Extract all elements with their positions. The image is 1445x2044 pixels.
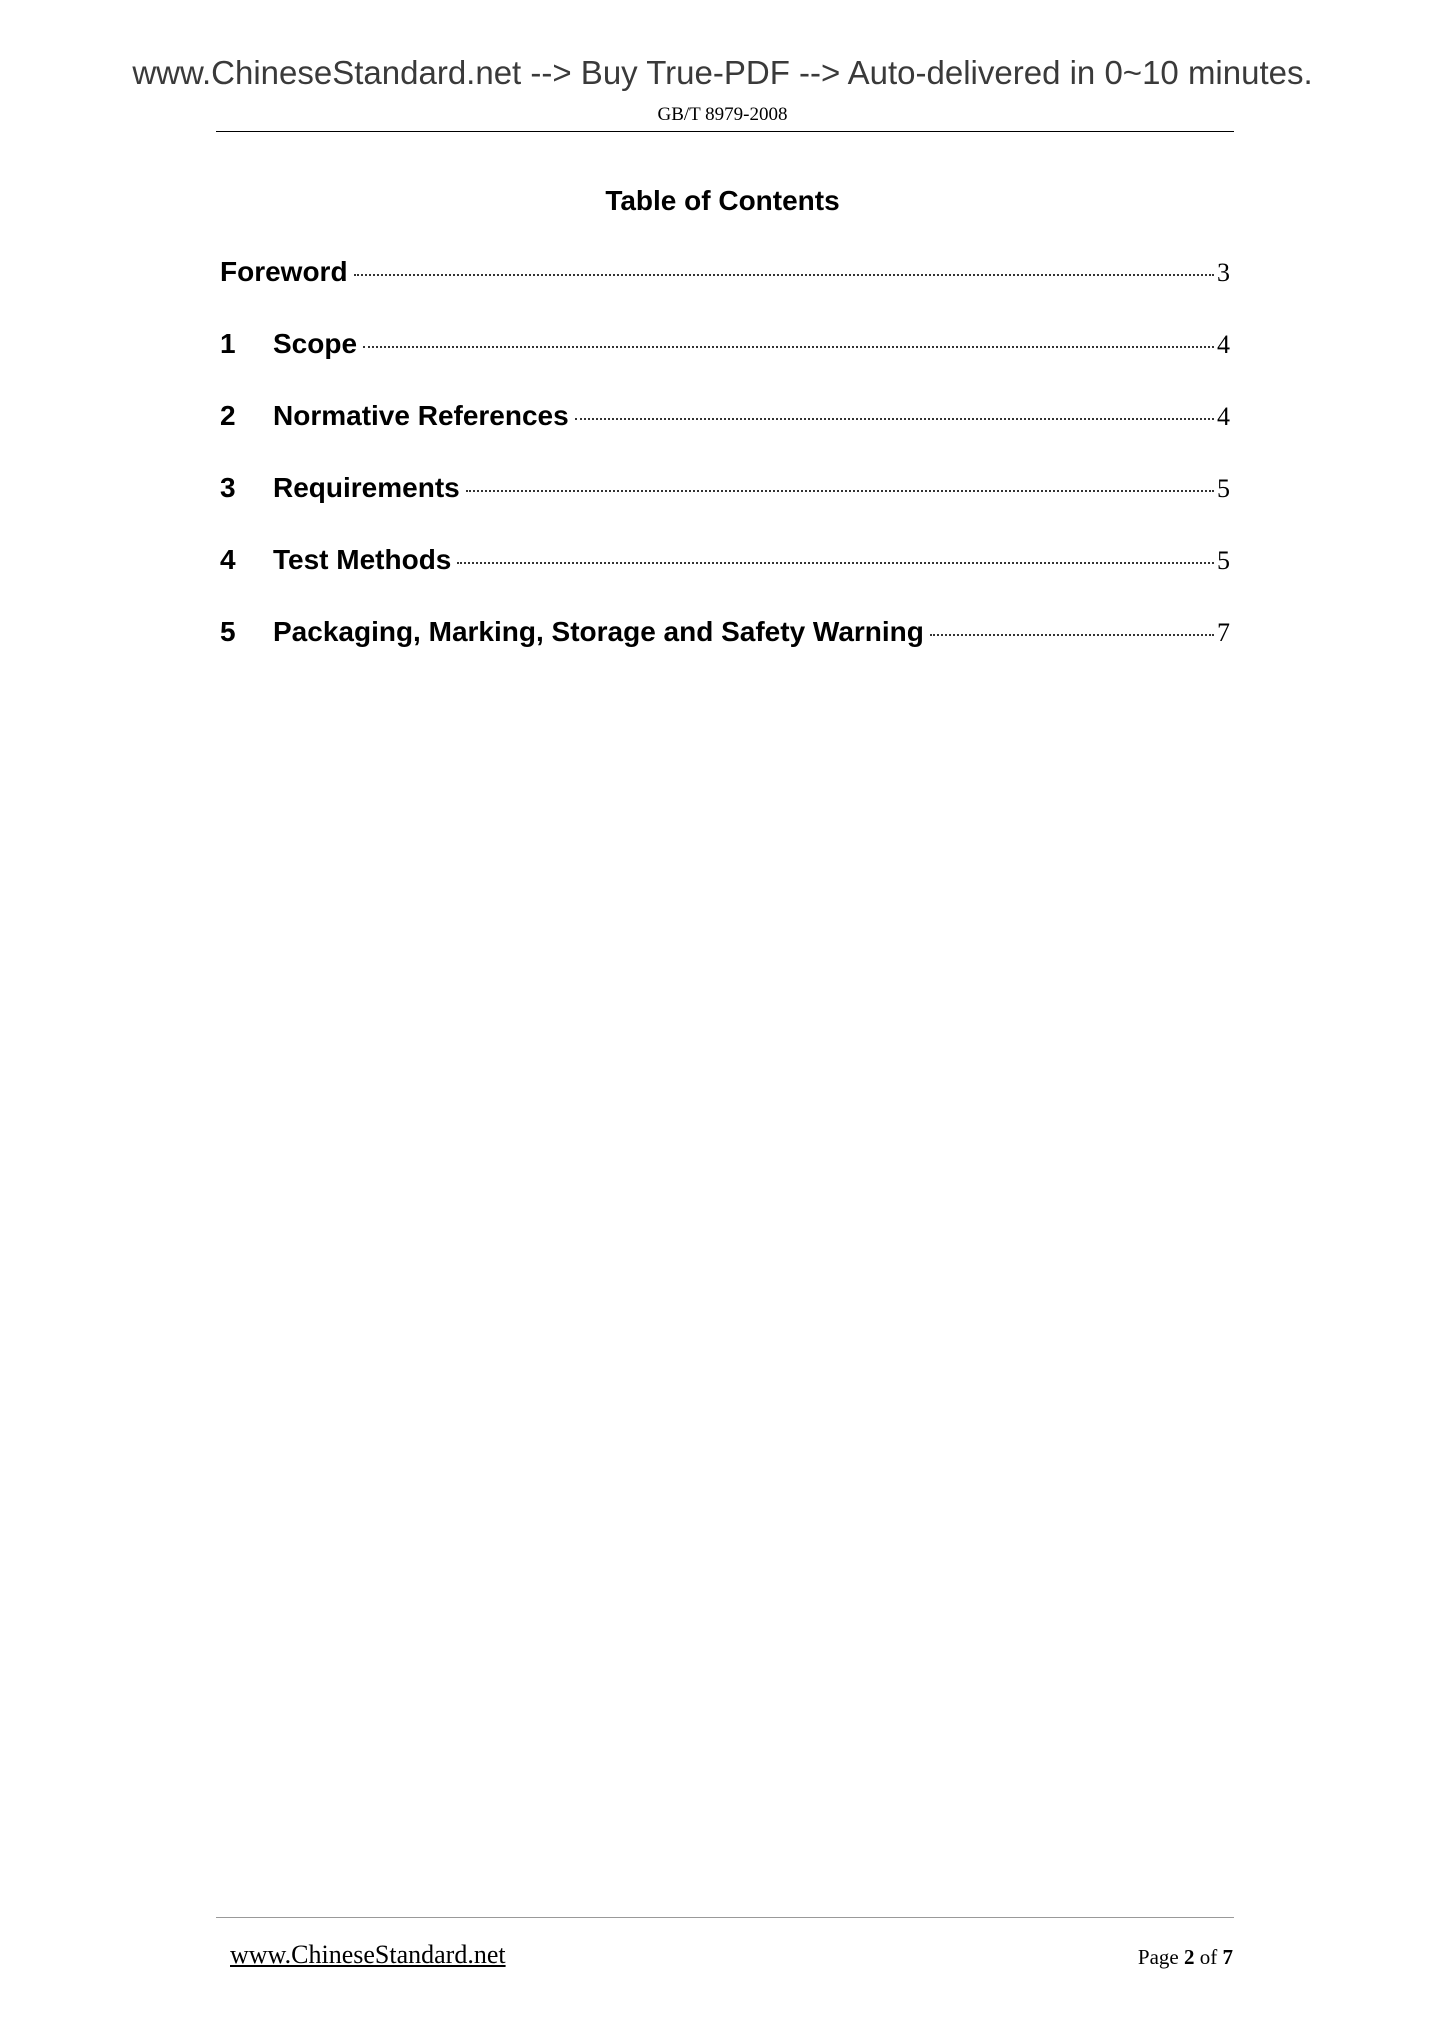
toc-entry-requirements[interactable]	[220, 472, 1230, 544]
header-rule	[216, 131, 1234, 132]
toc-entry-number: 1	[220, 328, 236, 359]
footer-rule	[216, 1917, 1234, 1918]
toc-entry-number: 4	[220, 544, 236, 575]
toc-entry-page: 7	[1217, 618, 1230, 647]
toc-entry-label: Foreword	[220, 256, 348, 287]
toc-entry-label: Requirements	[273, 472, 460, 503]
toc-entry-number: 2	[220, 400, 236, 431]
toc-dot-leader	[575, 418, 1214, 420]
toc-entry-label: Scope	[273, 328, 358, 359]
page-of: of	[1199, 1945, 1218, 1969]
toc-title: Table of Contents	[605, 185, 840, 216]
page-total: 7	[1222, 1945, 1233, 1969]
toc-entry-number: 5	[220, 616, 236, 647]
toc-entry-normative-references[interactable]	[220, 400, 1230, 472]
toc-entry-page: 4	[1217, 402, 1230, 431]
toc-dot-leader	[466, 490, 1214, 492]
page-prefix: Page	[1137, 1945, 1179, 1969]
toc-entry-label: Normative References	[273, 400, 569, 431]
toc-entry-foreword[interactable]	[220, 256, 1230, 328]
toc-entry-page: 3	[1217, 258, 1230, 287]
toc-dot-leader	[930, 634, 1214, 636]
toc-entry-scope[interactable]	[220, 328, 1230, 400]
toc-dot-leader	[457, 562, 1214, 564]
toc-entry-packaging[interactable]	[220, 616, 1230, 688]
toc-entry-label: Test Methods	[273, 544, 452, 575]
toc-dot-leader	[354, 274, 1214, 276]
toc-dot-leader	[363, 346, 1214, 348]
toc-entry-number: 3	[220, 472, 236, 503]
toc-entry-page: 4	[1217, 330, 1230, 359]
toc-entry-page: 5	[1217, 474, 1230, 503]
toc-entry-test-methods[interactable]	[220, 544, 1230, 616]
page-indicator	[1138, 1945, 1233, 1970]
footer-website-link[interactable]: www.ChineseStandard.net	[230, 1940, 506, 1969]
table-of-contents	[220, 256, 1230, 688]
page-current: 2	[1184, 1945, 1195, 1969]
toc-entry-page: 5	[1217, 546, 1230, 575]
toc-entry-label: Packaging, Marking, Storage and Safety Warning	[273, 616, 924, 647]
standard-code: GB/T 8979-2008	[657, 104, 788, 125]
header-banner: www.ChineseStandard.net --> Buy True-PDF --> Auto-delivered in 0~10 minutes.	[132, 54, 1313, 91]
